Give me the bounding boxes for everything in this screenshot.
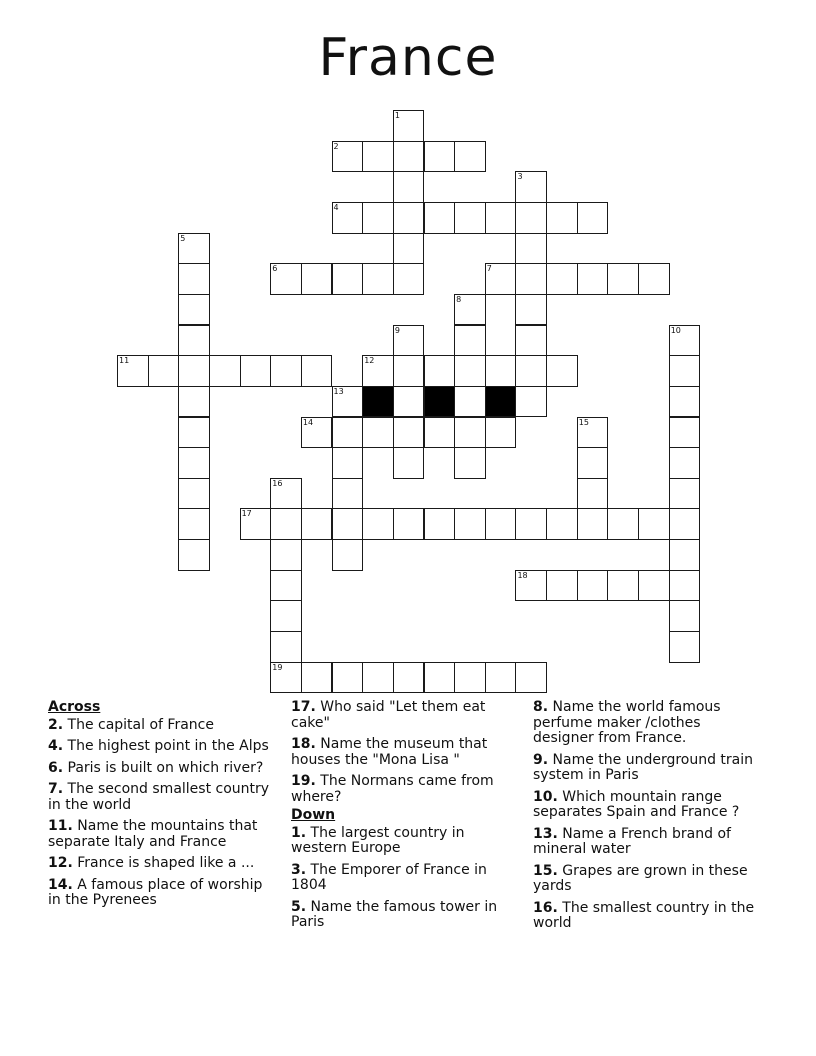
down-heading: Down: [291, 807, 336, 823]
clue-number: 1: [394, 111, 400, 120]
clue-number: 2.: [48, 716, 64, 733]
crossword-cell[interactable]: [332, 478, 364, 510]
crossword-cell[interactable]: [301, 662, 333, 694]
crossword-cell[interactable]: [362, 508, 394, 540]
clue-number: 17: [241, 509, 252, 519]
across-heading: Across: [48, 699, 101, 715]
clue-number: 4.: [48, 738, 64, 754]
clue-item: [291, 900, 516, 931]
crossword-cell[interactable]: [669, 508, 701, 540]
clue-item: [291, 863, 516, 894]
crossword-cell[interactable]: [669, 386, 701, 418]
crossword-cell[interactable]: [515, 233, 547, 265]
clue-number: 17.: [291, 699, 316, 715]
crossword-cell[interactable]: [332, 447, 364, 479]
crossword-cell[interactable]: [362, 263, 394, 295]
crossword-cell[interactable]: [485, 355, 517, 387]
clue-item: [291, 774, 516, 805]
crossword-cell[interactable]: [546, 508, 578, 540]
crossword-cell[interactable]: [270, 263, 302, 295]
clue-item: [291, 737, 516, 768]
crossword-cell[interactable]: [332, 141, 364, 173]
clue-text: Name the world famous perfume maker /clothes designer from France.: [533, 699, 721, 746]
clue-number: 18.: [291, 736, 316, 752]
crossword-cell[interactable]: [454, 141, 486, 173]
clue-item: [48, 878, 278, 909]
clue-number: 12: [364, 356, 375, 366]
crossword-cell[interactable]: [577, 478, 609, 510]
crossword-cell[interactable]: [270, 631, 302, 663]
crossword-cell[interactable]: [669, 600, 701, 632]
clue-number: 13: [333, 386, 344, 396]
clue-number: 15.: [533, 862, 558, 879]
clue-number: 2: [333, 141, 339, 151]
crossword-cell[interactable]: [270, 355, 302, 387]
crossword-cell[interactable]: [546, 570, 578, 602]
clue-text: The highest point in the Alps: [63, 738, 269, 754]
clues-column-2: [291, 700, 516, 937]
crossword-cell[interactable]: [332, 263, 364, 295]
crossword-cell[interactable]: [577, 417, 609, 449]
crossword-cell[interactable]: [424, 417, 456, 449]
clue-number: 10: [670, 325, 681, 335]
clue-number: 10.: [533, 788, 558, 805]
crossword-cell[interactable]: [515, 325, 547, 357]
crossword-cell[interactable]: [332, 508, 364, 540]
crossword-cell[interactable]: [393, 508, 425, 540]
clue-number: 16: [272, 478, 283, 488]
clue-number: 3.: [291, 861, 307, 878]
crossword-cell[interactable]: [332, 662, 364, 694]
clue-item: [48, 739, 278, 755]
clue-text: A famous place of worship in the Pyrenees: [48, 876, 263, 908]
crossword-cell[interactable]: [332, 386, 364, 418]
clue-text: The capital of France: [63, 716, 214, 733]
clue-item: [48, 718, 278, 734]
clues-column-1: [48, 700, 278, 915]
crossword-cell[interactable]: [240, 508, 272, 540]
crossword-cell[interactable]: [362, 417, 394, 449]
crossword-cell[interactable]: [178, 294, 210, 326]
crossword-cell[interactable]: [117, 355, 149, 387]
crossword-cell[interactable]: [393, 263, 425, 295]
crossword-cell[interactable]: [454, 386, 486, 418]
crossword-cell[interactable]: [577, 508, 609, 540]
crossword-cell[interactable]: [178, 233, 210, 265]
crossword-cell[interactable]: [178, 417, 210, 449]
clue-text: Name a French brand of mineral water: [533, 825, 731, 857]
clue-text: Name the mountains that separate Italy and France: [48, 818, 258, 850]
clue-number: 15: [578, 417, 589, 427]
crossword-cell[interactable]: [393, 662, 425, 694]
clue-number: 11.: [48, 818, 73, 834]
clue-number: 16.: [533, 899, 558, 916]
crossword-cell[interactable]: [669, 631, 701, 663]
crossword-cell[interactable]: [515, 355, 547, 387]
crossword-cell[interactable]: [577, 570, 609, 602]
crossword-cell[interactable]: [332, 202, 364, 234]
clue-text: Which mountain range separates Spain and France ?: [533, 788, 740, 820]
crossword-cell[interactable]: [393, 141, 425, 173]
clue-item: [533, 700, 763, 747]
crossword-cell[interactable]: [178, 447, 210, 479]
crossword-cell[interactable]: [515, 570, 547, 602]
clue-item: [533, 753, 763, 784]
page-title: France: [318, 28, 498, 88]
clue-text: The Emporer of France in 1804: [291, 861, 487, 893]
clue-text: The Normans came from where?: [291, 773, 494, 805]
clue-item: [48, 782, 278, 813]
crossword-cell[interactable]: [454, 202, 486, 234]
crossword-cell[interactable]: [362, 202, 394, 234]
clue-number: 14: [302, 417, 314, 427]
crossword-cell[interactable]: [669, 570, 701, 602]
clue-number: 6.: [48, 759, 64, 776]
crossword-cell[interactable]: [577, 202, 609, 234]
crossword-cell[interactable]: [546, 202, 578, 234]
clue-item: [533, 790, 763, 821]
crossword-cell[interactable]: [424, 202, 456, 234]
clue-number: 14.: [48, 876, 73, 893]
crossword-cell[interactable]: [209, 355, 241, 387]
clue-number: 7: [486, 264, 492, 274]
crossword-cell[interactable]: [178, 508, 210, 540]
clue-number: 11: [119, 356, 130, 366]
crossword-cell[interactable]: [393, 417, 425, 449]
clue-number: 13.: [533, 825, 558, 842]
clue-text: Paris is built on which river?: [63, 759, 264, 776]
crossword-cell[interactable]: [301, 355, 333, 387]
crossword-cell[interactable]: [393, 447, 425, 479]
crossword-cell[interactable]: [454, 355, 486, 387]
clue-number: 18: [517, 570, 528, 580]
crossword-cell[interactable]: [393, 355, 425, 387]
clue-number: 12.: [48, 855, 73, 871]
clue-number: 3: [517, 172, 523, 182]
clue-text: Grapes are grown in these yards: [533, 862, 748, 894]
crossword-cell[interactable]: [424, 355, 456, 387]
crossword-cell[interactable]: [454, 508, 486, 540]
crossword-cell[interactable]: [669, 478, 701, 510]
crossword-cell[interactable]: [485, 263, 517, 295]
black-square: [424, 386, 456, 418]
crossword-cell[interactable]: [393, 110, 425, 142]
crossword-cell[interactable]: [638, 508, 670, 540]
clue-item: [291, 700, 516, 731]
crossword-cell[interactable]: [393, 386, 425, 418]
crossword-cell[interactable]: [638, 263, 670, 295]
crossword-cell[interactable]: [515, 263, 547, 295]
clue-text: France is shaped like a ...: [72, 855, 255, 871]
crossword-cell[interactable]: [240, 355, 272, 387]
crossword-cell[interactable]: [301, 417, 333, 449]
crossword-cell[interactable]: [362, 355, 394, 387]
clue-number: 1.: [291, 824, 307, 841]
crossword-cell[interactable]: [270, 600, 302, 632]
clue-item: [48, 819, 278, 850]
crossword-cell[interactable]: [515, 202, 547, 234]
clue-text: Name the famous tower in Paris: [291, 898, 498, 930]
crossword-cell[interactable]: [669, 447, 701, 479]
crossword-cell[interactable]: [577, 447, 609, 479]
clue-text: The smallest country in the world: [533, 899, 755, 931]
clue-number: 8: [456, 294, 462, 304]
crossword-cell[interactable]: [454, 294, 486, 326]
crossword-cell[interactable]: [178, 386, 210, 418]
crossword-cell[interactable]: [393, 233, 425, 265]
crossword-cell[interactable]: [178, 539, 210, 571]
crossword-cell[interactable]: [332, 539, 364, 571]
crossword-cell[interactable]: [270, 539, 302, 571]
black-square: [485, 386, 517, 418]
crossword-cell[interactable]: [669, 539, 701, 571]
crossword-cell[interactable]: [485, 662, 517, 694]
crossword-cell[interactable]: [362, 662, 394, 694]
black-square: [362, 386, 394, 418]
crossword-cell[interactable]: [178, 263, 210, 295]
crossword-cell[interactable]: [546, 355, 578, 387]
crossword-cell[interactable]: [148, 355, 180, 387]
crossword-cell[interactable]: [454, 325, 486, 357]
crossword-cell[interactable]: [332, 417, 364, 449]
clue-item: [48, 761, 278, 777]
crossword-cell[interactable]: [638, 570, 670, 602]
crossword-cell[interactable]: [607, 263, 639, 295]
clue-item: [48, 856, 278, 872]
crossword-cell[interactable]: [301, 263, 333, 295]
crossword-cell[interactable]: [270, 508, 302, 540]
crossword-cell[interactable]: [515, 386, 547, 418]
crossword-cell[interactable]: [607, 570, 639, 602]
crossword-cell[interactable]: [270, 570, 302, 602]
crossword-cell[interactable]: [454, 662, 486, 694]
crossword-cell[interactable]: [485, 508, 517, 540]
crossword-cell[interactable]: [454, 417, 486, 449]
clue-text: Name the underground train system in Paris: [533, 751, 754, 783]
crossword-cell[interactable]: [424, 662, 456, 694]
crossword-cell[interactable]: [393, 325, 425, 357]
crossword-cell[interactable]: [178, 478, 210, 510]
crossword-cell[interactable]: [270, 662, 302, 694]
crossword-cell[interactable]: [178, 325, 210, 357]
crossword-cell[interactable]: [362, 141, 394, 173]
clue-number: 9: [394, 325, 400, 335]
clue-number: 5: [180, 233, 186, 243]
crossword-cell[interactable]: [546, 263, 578, 295]
clue-item: [533, 901, 763, 932]
crossword-cell[interactable]: [485, 417, 517, 449]
crossword-cell[interactable]: [515, 662, 547, 694]
crossword-cell[interactable]: [393, 202, 425, 234]
crossword-cell[interactable]: [424, 141, 456, 173]
crossword-cell[interactable]: [393, 171, 425, 203]
crossword-cell[interactable]: [424, 508, 456, 540]
crossword-cell[interactable]: [301, 508, 333, 540]
crossword-cell[interactable]: [178, 355, 210, 387]
crossword-cell[interactable]: [607, 508, 639, 540]
crossword-cell[interactable]: [454, 447, 486, 479]
clue-text: Name the museum that houses the "Mona Lisa ": [291, 736, 488, 768]
clue-text: The largest country in western Europe: [291, 824, 465, 856]
crossword-cell[interactable]: [669, 325, 701, 357]
clue-item: [533, 864, 763, 895]
clue-number: 19.: [291, 773, 316, 789]
crossword-cell[interactable]: [515, 294, 547, 326]
clue-item: [533, 827, 763, 858]
clue-number: 5.: [291, 898, 307, 915]
crossword-cell[interactable]: [515, 508, 547, 540]
crossword-cell[interactable]: [485, 202, 517, 234]
clue-number: 8.: [533, 699, 549, 715]
clue-item: [291, 826, 516, 857]
clue-number: 6: [272, 264, 278, 274]
crossword-cell[interactable]: [669, 355, 701, 387]
clues-column-3: [533, 700, 763, 938]
crossword-cell[interactable]: [270, 478, 302, 510]
crossword-cell[interactable]: [515, 171, 547, 203]
clue-number: 7.: [48, 781, 64, 797]
clue-number: 4: [333, 202, 339, 212]
clue-number: 19: [272, 662, 283, 672]
clue-text: Who said "Let them eat cake": [291, 699, 486, 731]
crossword-cell[interactable]: [577, 263, 609, 295]
clue-text: The second smallest country in the world: [48, 781, 270, 813]
crossword-cell[interactable]: [669, 417, 701, 449]
clue-number: 9.: [533, 751, 549, 768]
